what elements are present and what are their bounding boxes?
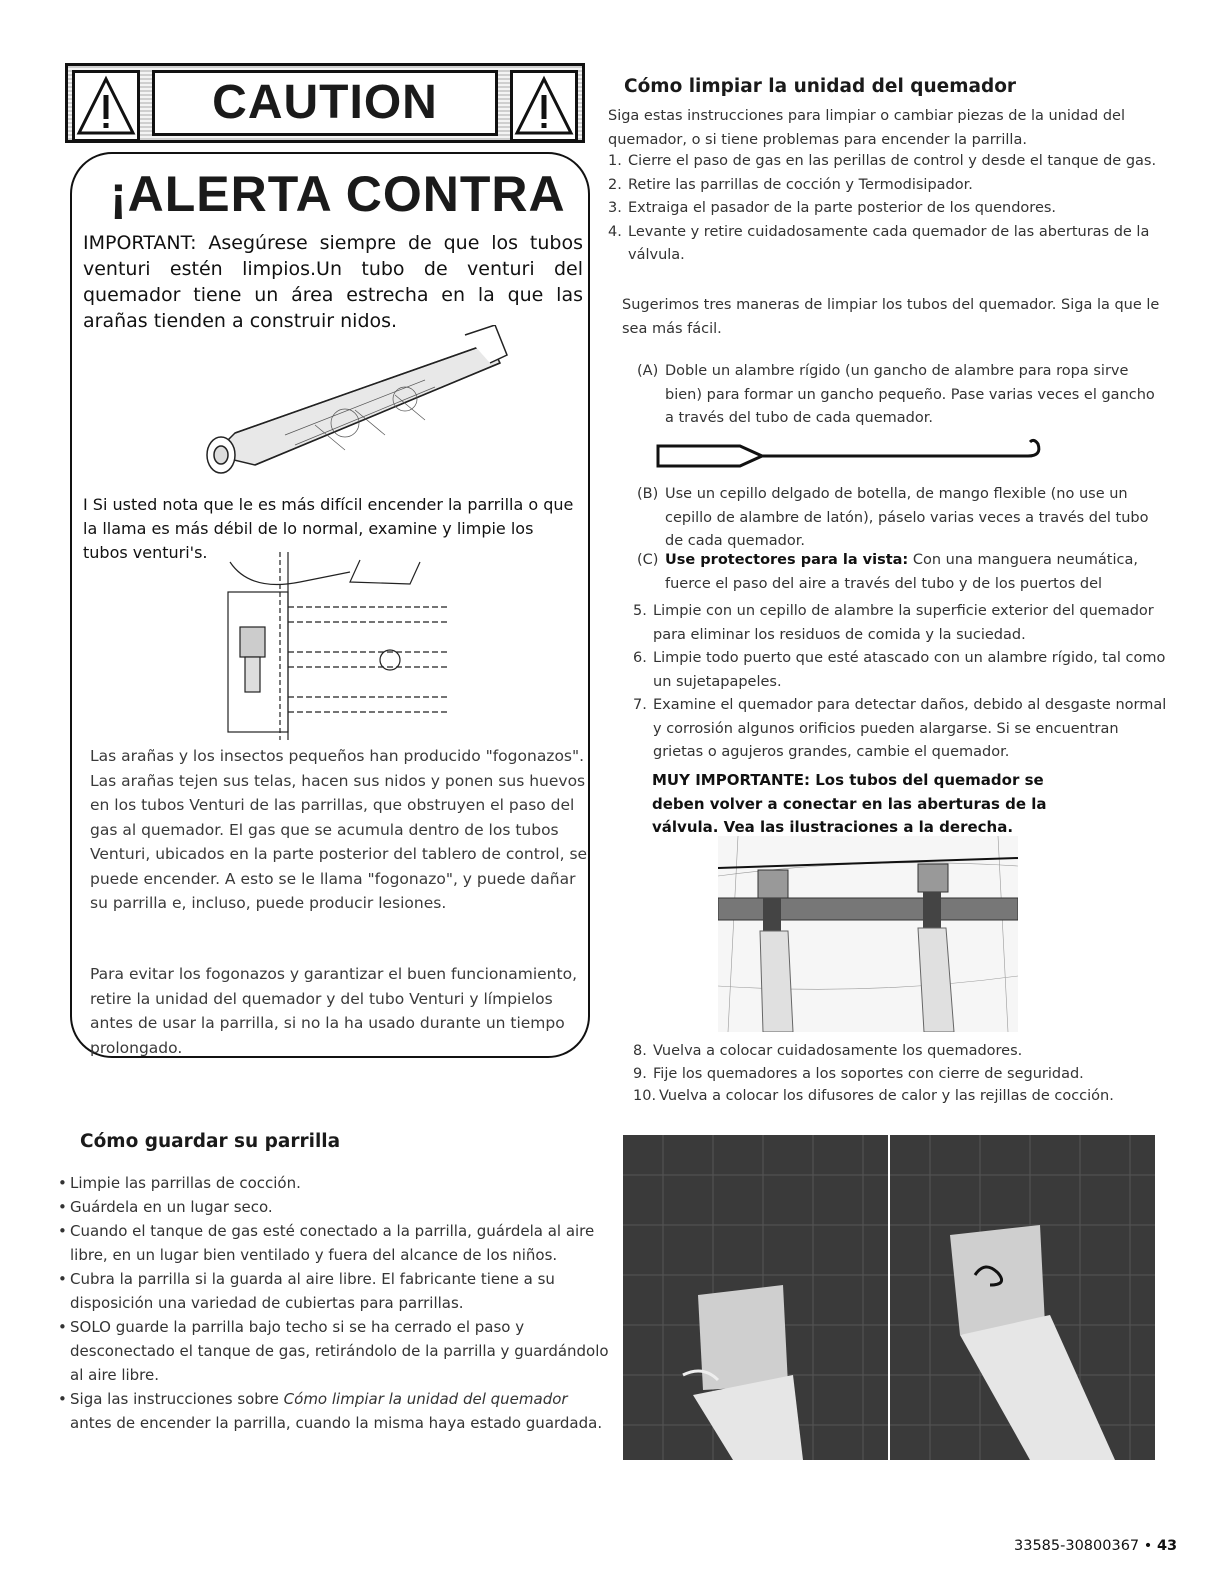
warning-triangle-icon [510,70,578,142]
clean-burner-heading: Cómo limpiar la unidad del quemador [624,76,1017,97]
suggest-paragraph: Sugerimos tres maneras de limpiar los tubos del quemador. Siga la que le sea más fácil. [622,297,1160,337]
list-item: 9. Fije los quemadores a los soportes con cierre de seguridad. [633,1065,1084,1082]
list-item: 2. Retire las parrillas de cocción y Termodisipador. [608,176,973,193]
list-item: 7. Examine el quemador para detectar daños, debido al desgaste normal y corrosión algunos orificios pueden alargarse. Si se encuentran grietas o agujeros grandes, cambie el quemador. [633,697,1167,760]
list-item: 8. Vuelva a colocar cuidadosamente los quemadores. [633,1043,1023,1059]
warning-triangle-icon [72,70,140,142]
burner-clip-photo-left [623,1135,888,1460]
list-item: • Siga las instrucciones sobre Cómo limpiar la unidad del quemador antes de encender la parrilla, cuando la misma haya estado guardada. [58,1390,603,1432]
clean-intro: Siga estas instrucciones para limpiar o cambiar piezas de la unidad del quemador, o si tiene problemas para encender la parrilla. [608,108,1125,148]
list-item: • SOLO guarde la parrilla bajo techo si se ha cerrado el paso y desconectado el tanque de gas, retirándolo de la parrilla y guardándolo al aire libre. [58,1318,609,1384]
burner-clip-photo-right [890,1135,1155,1460]
page-number: 43 [1156,1538,1178,1554]
burner-valve-illustration [718,836,1018,1032]
venturi-tube-illustration [195,325,515,485]
list-item: 6. Limpie todo puerto que esté atascado con un alambre rígido, tal como un sujetapapeles. [633,650,1166,690]
list-item: 5. Limpie con un cepillo de alambre la superficie exterior del quemador para eliminar los residuos de comida y la suciedad. [633,603,1154,643]
muy-important-note: MUY IMPORTANTE: Los tubos del quemador se deben volver a conectar en las aberturas de la válvula. Vea las ilustraciones a la derecha. [652,771,1047,836]
option-b: (B) Use un cepillo delgado de botella, de mango flexible (no use un cepillo de alambre de latón), páselo varias veces a través del tubo de cada quemador. [637,486,1149,549]
list-item: • Guárdela en un lugar seco. [58,1198,273,1216]
list-item: 3. Extraiga el pasador de la parte posterior de los quendores. [608,200,1057,216]
option-a: (A) Doble un alambre rígido (un gancho de alambre para ropa sirve bien) para formar un gancho pequeño. Pase varias veces el gancho a través del tubo de cada quemador. [637,363,1155,426]
venturi-note-paragraph: I Si usted nota que le es más difícil encender la parrilla o que la llama es más débil de lo normal, examine y limpie los tubos venturi's. [83,495,574,562]
list-item: 4. Levante y retire cuidadosamente cada quemador de las aberturas de la válvula. [608,223,1150,263]
clean-steps-list-continued [633,600,1168,765]
caution-label: CAUTION [152,70,498,136]
important-paragraph: IMPORTANT: Asegúrese siempre de que los tubos venturi estén limpios.Un tubo de venturi del quemador tiene un área estrecha en la que las arañas tienden a construir nidos. [83,232,583,332]
prevent-paragraph: Para evitar los fogonazos y garantizar el buen funcionamiento, retire la unidad del quemador y del tubo Venturi y límpielos antes de usar la parrilla, si no la ha usado durante un tiempo prolongado. [90,965,577,1057]
spiders-paragraph: Las arañas y los insectos pequeños han producido "fogonazos". Las arañas tejen sus telas, hacen sus nidos y ponen sus huevos en los tubos Venturi de las parrillas, que obstruyen el paso del gas al quemador. El gas que se acumula dentro de los tubos Venturi, ubicados en la parte posterior del tablero de control, se puede encender. A esto se le llama "fogonazo", y puede dañar su parrilla e, incluso, puede producir lesiones. [90,747,588,912]
venturi-assembly-illustration [210,552,460,740]
store-grill-heading: Cómo guardar su parrilla [80,1131,341,1152]
reassembly-steps-list [633,1040,1173,1108]
document-code: 33585-30800367 [1014,1538,1140,1554]
list-item: 1. Cierre el paso de gas en las perillas de control y desde el tanque de gas. [608,153,1157,169]
list-item: • Limpie las parrillas de cocción. [58,1174,301,1192]
list-item: 10. Vuelva a colocar los difusores de calor y las rejillas de cocción. [633,1088,1114,1104]
page-footer [1014,1538,1177,1554]
separator: • [1143,1538,1153,1554]
list-item: • Cubra la parrilla si la guarda al aire libre. El fabricante tiene a su disposición una variedad de cubiertas para parrillas. [58,1270,555,1312]
alert-title: ¡ALERTA CONTRA [110,166,566,222]
caution-banner [65,63,585,143]
option-c: (C) Use protectores para la vista: Con una manguera neumática, fuerce el paso del aire a través del tubo y de los puertos del [637,552,1138,592]
wire-hook-illustration [650,436,1050,474]
store-list [58,1171,613,1435]
list-item: • Cuando el tanque de gas esté conectado a la parrilla, guárdela al aire libre, en un lugar bien ventilado y fuera del alcance de los niños. [58,1222,595,1264]
clean-steps-list [608,150,1168,268]
